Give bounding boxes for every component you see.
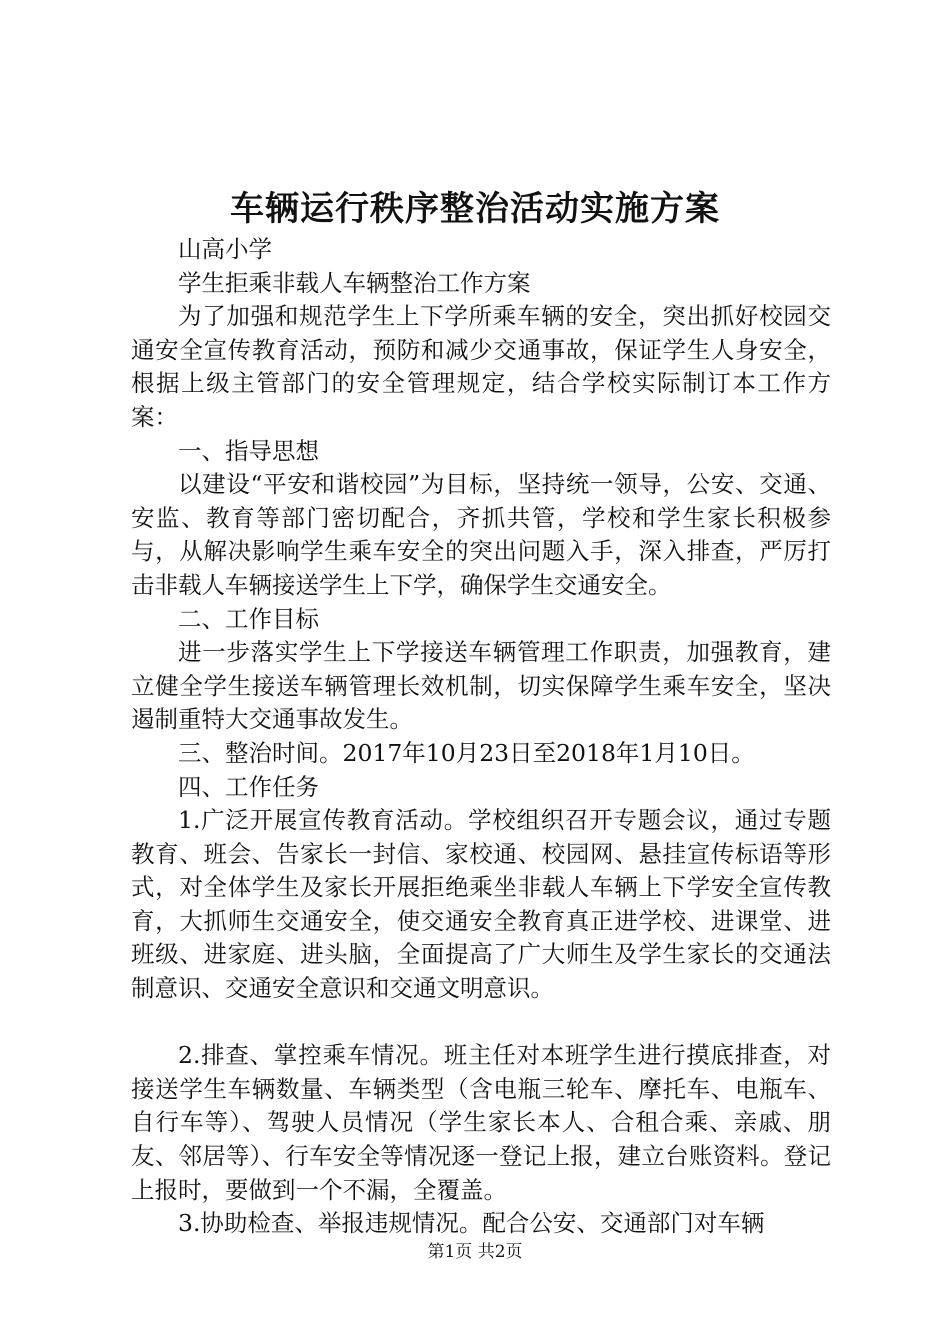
document-title: 车辆运行秩序整治活动实施方案 <box>230 189 720 229</box>
page-footer: 第1页 共2页 <box>427 1242 523 1262</box>
rectification-period: 三、整治时间。2017年10月23日至2018年1月10日。 <box>178 738 755 767</box>
task-1-paragraph: 1.广泛开展宣传教育活动。学校组织召开专题会议，通过专题教育、班会、告家长一封信、家校通、校园网、悬挂宣传标语等形式，对全体学生及家长开展拒绝乘坐非载人车辆上下学安全宣传教育，大抓师生交通安全，使交通安全教育真正进学校、进课堂、进班级、进家庭、进头脑，全面提高了广大师生及学生家长的交通法制意识、交通安全意识和交通文明意识。 <box>131 806 831 1003</box>
section-heading-work-goal: 二、工作目标 <box>178 604 319 633</box>
section-heading-work-tasks: 四、工作任务 <box>178 772 319 801</box>
guiding-thought-paragraph: 以建设“平安和谐校园”为目标，坚持统一领导，公安、交通、安监、教育等部门密切配合，齐抓共管，学校和学生家长积极参与，从解决影响学生乘车安全的突出问题入手，深入排查，严厉打击非载人车辆接送学生上下学，确保学生交通安全。 <box>131 470 831 599</box>
work-goal-paragraph: 进一步落实学生上下学接送车辆管理工作职责，加强教育，建立健全学生接送车辆管理长效机制，切实保障学生乘车安全，坚决遏制重特大交通事故发生。 <box>131 638 831 734</box>
document-body <box>131 233 831 1241</box>
school-name: 山高小学 <box>178 235 272 263</box>
task-2-paragraph: 2.排查、掌控乘车情况。班主任对本班学生进行摸底排查，对接送学生车辆数量、车辆类型（含电瓶三轮车、摩托车、电瓶车、自行车等）、驾驶人员情况（学生家长本人、合租合乘、亲戚、朋友、邻居等）、行车安全等情况逐一登记上报，建立台账资料。登记上报时，要做到一个不漏，全覆盖。 <box>131 1041 831 1204</box>
task-3-paragraph: 3.协助检查、举报违规情况。配合公安、交通部门对车辆 <box>178 1209 765 1238</box>
plan-subtitle: 学生拒乘非载人车辆整治工作方案 <box>178 268 531 297</box>
section-heading-guiding-thought: 一、指导思想 <box>178 436 319 465</box>
paragraph-spacer <box>131 1006 831 1040</box>
intro-paragraph: 为了加强和规范学生上下学所乘车辆的安全，突出抓好校园交通安全宣传教育活动，预防和减少交通事故，保证学生人身安全，根据上级主管部门的安全管理规定，结合学校实际制订本工作方案： <box>131 302 831 431</box>
